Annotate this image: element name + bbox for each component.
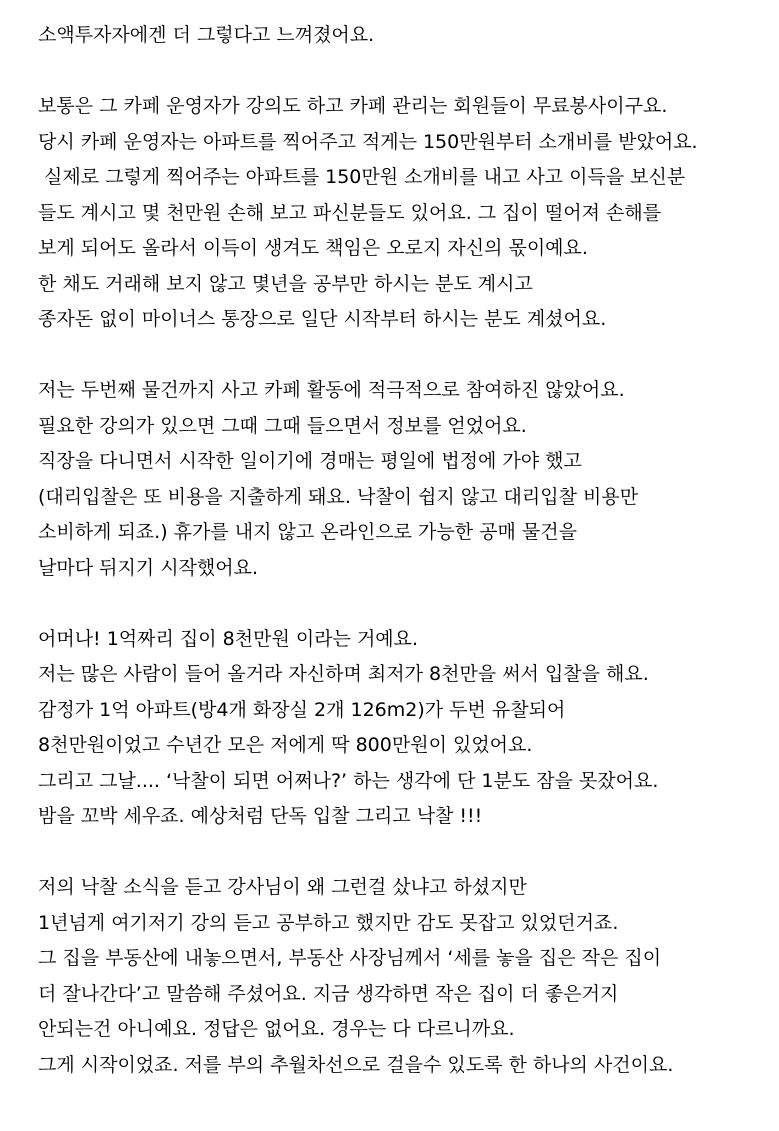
paragraph-spacer: [38, 835, 768, 871]
paragraph-3: [38, 373, 768, 586]
text-line: 저는 많은 사람이 들어 올거라 자신하며 최저가 8천만을 써서 입찰을 해요.: [38, 663, 649, 685]
paragraph-4: [38, 622, 768, 835]
text-line: 그게 시작이었죠. 저를 부의 추월차선으로 걸을수 있도록 한 하나의 사건이요.: [38, 1053, 674, 1076]
text-line: 한 채도 거래해 보지 않고 몇년을 공부만 하시는 분도 계시고: [38, 272, 533, 295]
document-body: [38, 18, 768, 1083]
text-line: 필요한 강의가 있으면 그때 그때 들으면서 정보를 얻었어요.: [38, 414, 527, 437]
text-line: 밤을 꼬박 세우죠. 예상처럼 단독 입찰 그리고 낙찰 !!!: [38, 805, 483, 827]
text-line: 1년넘게 여기저기 강의 듣고 공부하고 했지만 감도 못잡고 있었던거죠.: [38, 911, 619, 934]
text-line: 보통은 그 카페 운영자가 강의도 하고 카페 관리는 회원들이 무료봉사이구요.: [38, 95, 668, 117]
text-line: 어머나! 1억짜리 집이 8천만원 이라는 거예요.: [38, 627, 419, 650]
text-line: 8천만원이었고 수년간 모은 저에게 딱 800만원이 있었어요.: [38, 734, 533, 756]
text-line: 직장을 다니면서 시작한 일이기에 경매는 평일에 법정에 가야 했고: [38, 450, 582, 472]
paragraph-5: [38, 870, 768, 1083]
text-line: 보게 되어도 올라서 이득이 생겨도 책임은 오로지 자신의 몫이예요.: [38, 237, 588, 259]
text-line: 들도 계시고 몇 천만원 손해 보고 파신분들도 있어요. 그 집이 떨어져 손해를: [38, 201, 662, 224]
text-line: 소비하게 되죠.) 휴가를 내지 않고 온라인으로 가능한 공매 물건을: [38, 521, 577, 543]
text-line: 그 집을 부동산에 내놓으면서, 부동산 사장님께서 ‘세를 놓을 집은 작은 집이: [38, 947, 662, 969]
text-line: 날마다 뒤지기 시작했어요.: [38, 556, 259, 579]
paragraph-spacer: [38, 586, 768, 622]
text-line: 소액투자자에겐 더 그렇다고 느껴졌어요.: [38, 24, 375, 46]
text-line: 더 잘나간다’고 말씀해 주셨어요. 지금 생각하면 작은 집이 더 좋은거지: [38, 982, 619, 1005]
text-line: 종자돈 없이 마이너스 통장으로 일단 시작부터 하시는 분도 계셨어요.: [38, 308, 607, 330]
paragraph-2: [38, 89, 768, 338]
text-line: 당시 카페 운영자는 아파트를 찍어주고 적게는 150만원부터 소개비를 받았어요.: [38, 130, 698, 153]
paragraph-spacer: [38, 54, 768, 90]
text-line: (대리입찰은 또 비용을 지출하게 돼요. 낙찰이 쉽지 않고 대리입찰 비용만: [38, 485, 639, 508]
text-line: 저는 두번째 물건까지 사고 카페 활동에 적극적으로 참여하진 않았어요.: [38, 379, 625, 401]
paragraph-1: [38, 18, 768, 54]
text-line: 감정가 1억 아파트(방4개 화장실 2개 126m2)가 두번 유찰되어: [38, 698, 566, 721]
text-line: 그리고 그날.... ‘낙찰이 되면 어쩌나?’ 하는 생각에 단 1분도 잠을 못잤어요.: [38, 769, 659, 792]
text-line: 저의 낙찰 소식을 듣고 강사님이 왜 그런걸 샀냐고 하셨지만: [38, 876, 527, 898]
text-line: 실제로 그렇게 찍어주는 아파트를 150만원 소개비를 내고 사고 이득을 보신분: [44, 166, 686, 188]
text-line: 안되는건 아니예요. 정답은 없어요. 경우는 다 다르니까요.: [38, 1018, 515, 1040]
paragraph-spacer: [38, 338, 768, 374]
